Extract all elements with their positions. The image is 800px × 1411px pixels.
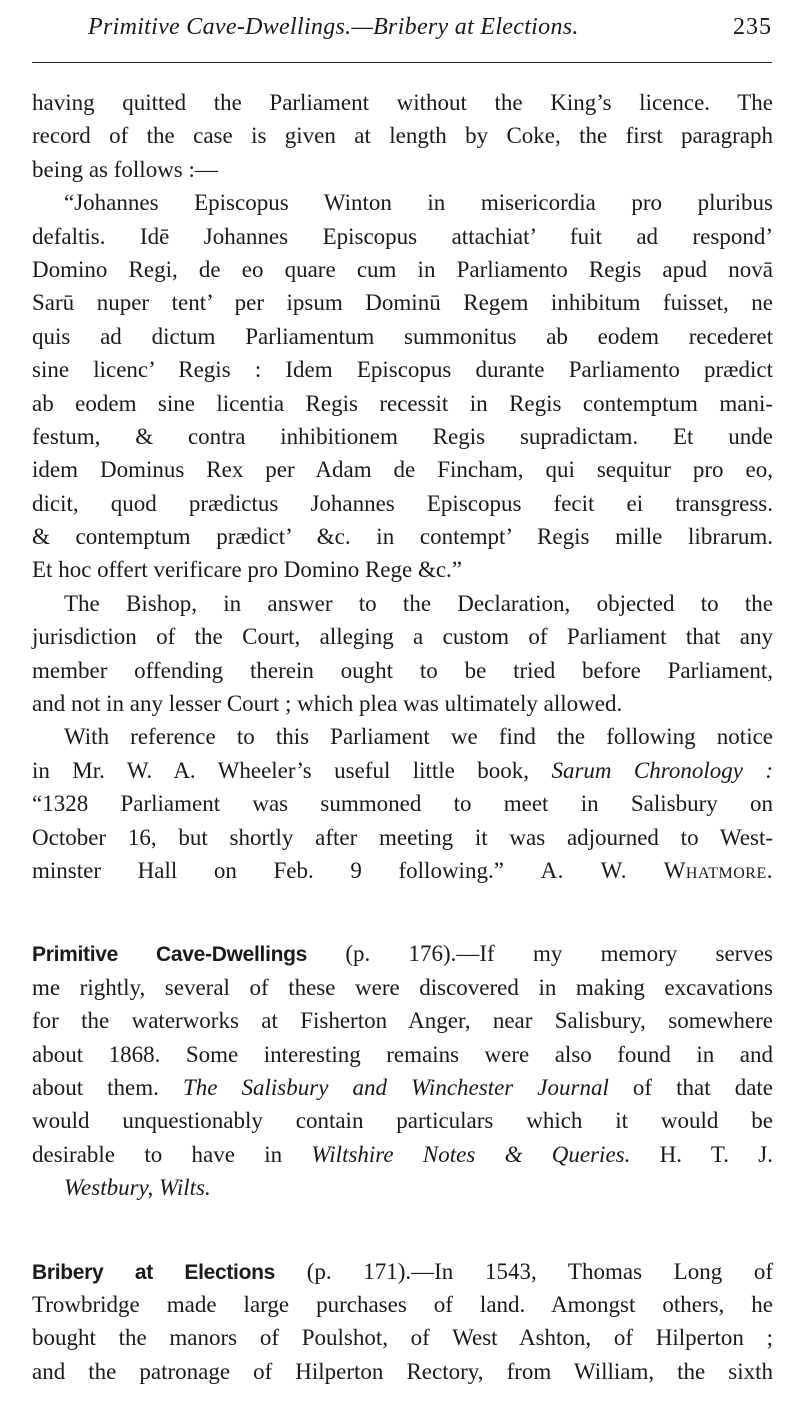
article-heading: Bribery at Elections	[32, 1260, 276, 1284]
text-line	[32, 620, 773, 653]
text-line	[32, 286, 773, 319]
text-line	[32, 1171, 773, 1204]
text-line	[32, 420, 773, 453]
text-line	[32, 1038, 773, 1071]
text-segment: member offending therein ought to be tried before Parliament,	[32, 657, 773, 683]
text-segment: record of the case is given at length by Coke, the first paragraph	[32, 123, 773, 149]
text-line	[32, 253, 773, 286]
section-gap	[32, 887, 773, 937]
text-line	[32, 821, 773, 854]
text-line	[32, 1321, 773, 1354]
text-segment: about them.	[32, 1074, 183, 1100]
text-segment: and the patronage of Hilperton Rectory, from William, the sixth	[32, 1358, 773, 1384]
text-segment: and not in any lesser Court ; which plea was ultimately allowed.	[32, 691, 623, 717]
text-line	[32, 1255, 773, 1288]
text-segment: defaltis. Idē Johannes Episcopus attachiat’ fuit ad respond’	[32, 223, 773, 249]
text-segment: The Bishop, in answer to the Declaration, objected to the	[64, 590, 773, 616]
article-heading: Primitive Cave-Dwellings	[32, 943, 308, 967]
text-line	[32, 186, 773, 219]
text-segment: “Johannes Episcopus Winton in misericordia pro pluribus	[64, 190, 773, 216]
text-segment: Et hoc offert verificare pro Domino Rege &c.”	[32, 557, 463, 583]
text-line	[32, 937, 773, 970]
text-segment: in Mr. W. A. Wheeler’s useful little book,	[32, 757, 552, 783]
text-line	[32, 971, 773, 1004]
text-segment: having quitted the Parliament without the King’s licence. The	[32, 90, 773, 115]
text-segment: dicit, quod prædictus Johannes Episcopus fecit ei transgress.	[32, 490, 773, 516]
text-line	[32, 587, 773, 620]
text-line	[32, 654, 773, 687]
text-segment: “1328 Parliament was summoned to meet in Salisbury on	[32, 791, 773, 817]
text-line	[32, 687, 773, 720]
italic-text: Sarum Chronology :	[551, 757, 773, 783]
text-line	[32, 553, 773, 586]
text-segment: for the waterworks at Fisherton Anger, near Salisbury, somewhere	[32, 1008, 773, 1034]
running-title: Primitive Cave-Dwellings.—Bribery at Elections.	[88, 14, 579, 40]
text-line	[32, 720, 773, 753]
text-segment: bought the manors of Poulshot, of West Ashton, of Hilperton ;	[32, 1325, 773, 1351]
text-segment: of that date	[632, 1074, 773, 1100]
text-segment: (p. 171).—In 1543, Thomas Long of	[306, 1258, 774, 1284]
page-body	[32, 86, 773, 1388]
text-segment: October 16, but shortly after meeting it was adjourned to West-	[32, 824, 773, 850]
header-rule	[32, 62, 772, 63]
italic-text: Westbury, Wilts.	[64, 1175, 211, 1201]
text-line	[32, 453, 773, 486]
text-segment: sine licenc’ Regis : Idem Episcopus durante Parliamento prædict	[32, 357, 773, 383]
text-segment: minster Hall on Feb. 9 following.”	[32, 857, 504, 883]
text-line	[32, 787, 773, 820]
text-line	[32, 1104, 773, 1137]
text-segment: quis ad dictum Parliamentum summonitus ab eodem recederet	[32, 323, 773, 349]
text-segment: being as follows :—	[32, 156, 218, 182]
text-line	[32, 1138, 773, 1171]
text-segment: (p. 176).—If my memory serves	[345, 941, 774, 967]
text-line	[32, 153, 773, 186]
italic-text: Wiltshire Notes & Queries.	[311, 1141, 631, 1167]
text-segment: about 1868. Some interesting remains were also found in and	[32, 1041, 773, 1067]
text-segment: me rightly, several of these were discovered in making excavations	[32, 974, 773, 1000]
text-segment: would unquestionably contain particulars which it would be	[32, 1108, 773, 1134]
text-line	[32, 520, 773, 553]
text-line	[32, 1355, 773, 1388]
text-segment: desirable to have in	[32, 1141, 312, 1167]
text-segment: H. T. J.	[659, 1141, 773, 1167]
running-header	[88, 10, 772, 50]
text-line	[32, 1288, 773, 1321]
text-line	[32, 320, 773, 353]
text-segment: Domino Regi, de eo quare cum in Parliamento Regis apud novā	[32, 256, 773, 282]
text-line	[32, 487, 773, 520]
text-line	[32, 854, 773, 887]
text-segment: Sarū nuper tent’ per ipsum Dominū Regem inhibitum fuisset, ne	[32, 290, 773, 316]
text-line	[32, 754, 773, 787]
text-segment: idem Dominus Rex per Adam de Fincham, qui sequitur pro eo,	[32, 457, 773, 483]
author-signature: A. W. Whatmore.	[540, 857, 774, 883]
text-segment: festum, & contra inhibitionem Regis supradictam. Et unde	[32, 423, 773, 449]
text-line	[32, 387, 773, 420]
text-line	[32, 119, 773, 152]
text-segment: & contemptum prædict’ &c. in contempt’ Regis mille librarum.	[32, 524, 773, 550]
text-segment: jurisdiction of the Court, alleging a custom of Parliament that any	[32, 624, 773, 650]
text-segment: Trowbridge made large purchases of land. Amongst others, he	[32, 1291, 773, 1317]
text-line	[32, 86, 773, 119]
text-segment: With reference to this Parliament we find the following notice	[64, 724, 773, 750]
text-segment: ab eodem sine licentia Regis recessit in Regis contemptum mani-	[32, 390, 773, 416]
italic-text: The Salisbury and Winchester Journal	[182, 1074, 609, 1100]
text-line	[32, 1071, 773, 1104]
text-line	[32, 1004, 773, 1037]
page-number: 235	[733, 14, 772, 40]
text-line	[32, 353, 773, 386]
text-line	[32, 220, 773, 253]
section-gap	[32, 1205, 773, 1255]
